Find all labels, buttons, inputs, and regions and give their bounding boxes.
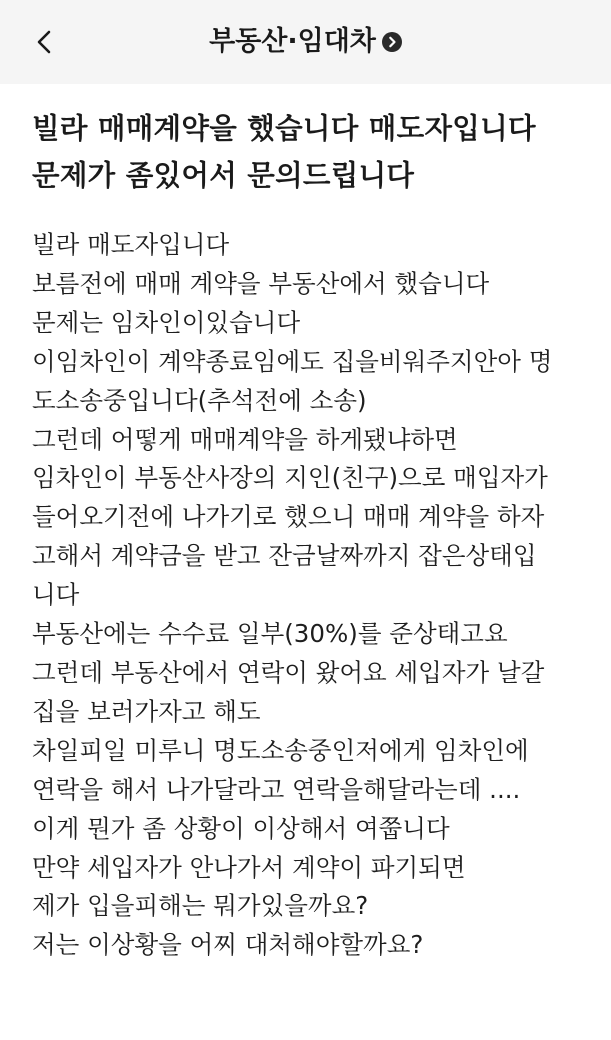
post-body-line: 보름전에 매매 계약을 부동산에서 했습니다 — [32, 268, 490, 298]
post-body-line: 제가 입을피해는 뭐가있을까요? — [32, 891, 369, 921]
top-bar — [0, 0, 611, 84]
post-body-line: 그런데 어떻게 매매계약을 하게됐냐하면 — [32, 424, 458, 454]
post-title-line: 문제가 좀있어서 문의드립니다 — [32, 159, 415, 192]
post-body-line: 빌라 매도자입니다 — [32, 230, 230, 259]
post-body-line: 연락을 해서 나가달라고 연락을해달라는데 .... — [32, 774, 521, 804]
post-body-line: 이임차인이 계약종료임에도 집을비워주지안아 명 — [32, 346, 553, 376]
post-body-line: 만약 세입자가 안나가서 계약이 파기되면 — [32, 852, 466, 882]
post-body-line: 문제는 임차인이있습니다 — [32, 307, 301, 337]
header-title-area — [0, 24, 611, 60]
post-body-line: 저는 이상황을 어찌 대처해야할까요? — [32, 930, 424, 960]
post-body-line: 집을 보러가자고 해도 — [32, 696, 261, 726]
post-body-line: 차일피일 미루니 명도소송중인저에게 임차인에 — [32, 735, 529, 765]
post-body-line: 도소송중입니다(추석전에 소송) — [32, 385, 367, 415]
post-body-line: 그런데 부동산에서 연락이 왔어요 세입자가 날갈 — [32, 657, 545, 687]
post-title — [32, 105, 592, 199]
chevron-right-circle-icon — [382, 32, 402, 52]
post-body-line: 니다 — [32, 580, 80, 610]
post-body-line: 부동산에는 수수료 일부(30%)를 준상태고요 — [32, 619, 508, 649]
post-title-line: 빌라 매매계약을 했습니다 매도자입니다 — [32, 112, 536, 145]
post-body-line: 이게 뭔가 좀 상황이 이상해서 여쭙니다 — [32, 813, 450, 843]
post-body-line: 들어오기전에 나가기로 했으니 매매 계약을 하자 — [32, 502, 545, 532]
category-link[interactable] — [209, 24, 402, 60]
post-body — [32, 226, 592, 965]
category-title: 부동산·임대차 — [209, 26, 376, 57]
post-body-line: 고해서 계약금을 받고 잔금날짜까지 잡은상태입 — [32, 541, 537, 571]
post-body-line: 임차인이 부동산사장의 지인(친구)으로 매입자가 — [32, 463, 548, 493]
